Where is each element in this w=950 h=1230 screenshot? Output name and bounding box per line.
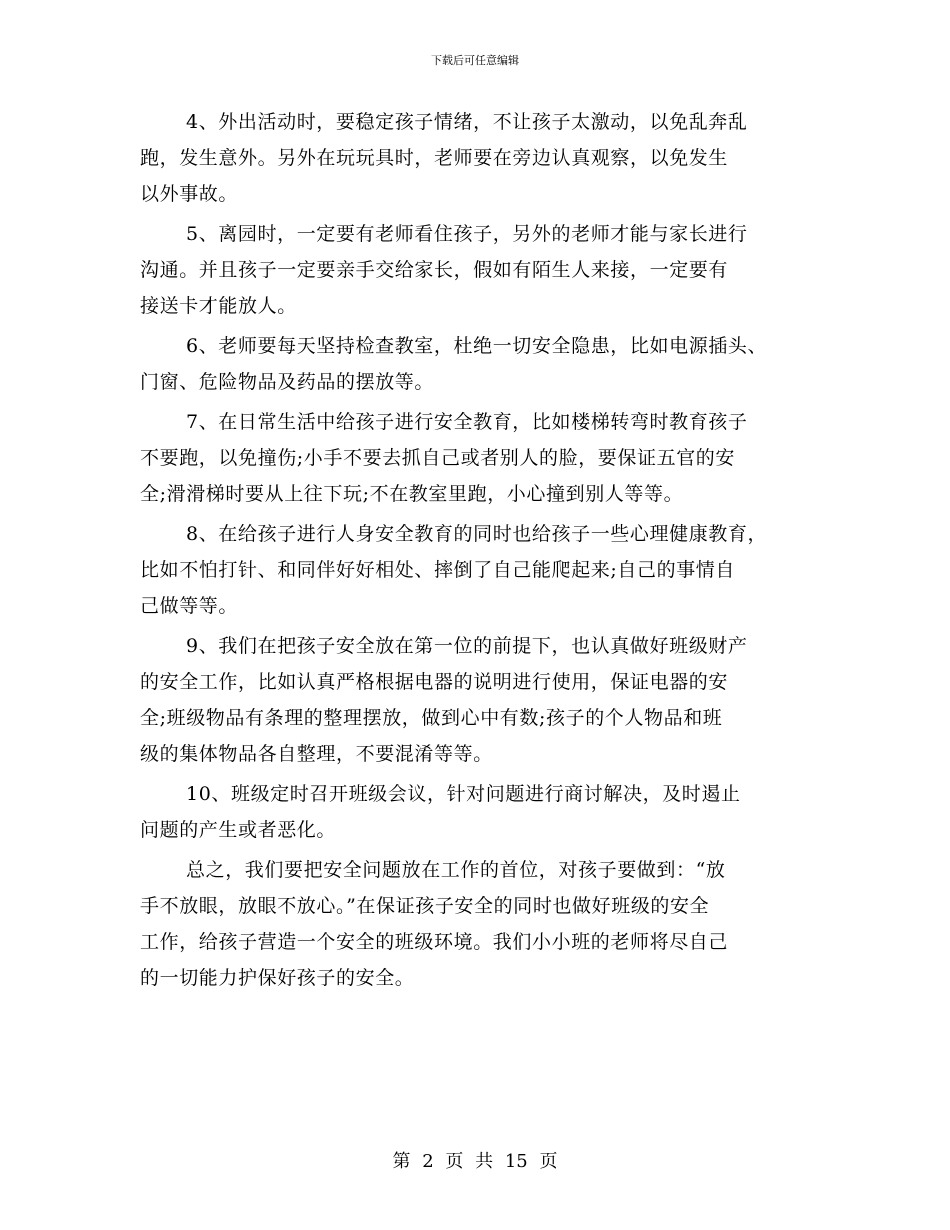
text-line: 接送卡才能放人。 [140,295,297,317]
text-line: 9、我们在把孩子安全放在第一位的前提下，也认真做好班级财产 [186,635,748,657]
page-header: 下载后可任意编辑 [431,54,519,67]
text-line: 6、老师要每天坚持检查教室，杜绝一切安全隐患，比如电源插头、 [186,335,768,357]
text-line: 级的集体物品各自整理，不要混淆等等。 [140,743,493,765]
text-line: 10、班级定时召开班级会议，针对问题进行商讨解决，及时遏止 [186,783,741,805]
paragraph-item-10 [140,776,830,848]
text-line: 己做等等。 [140,595,239,617]
paragraph-item-6 [140,328,830,400]
text-line: 不要跑，以免撞伤;小手不要去抓自己或者别人的脸，要保证五官的安 [140,447,736,469]
paragraph-item-4 [140,104,830,212]
text-line: 比如不怕打针、和同伴好好相处、摔倒了自己能爬起来;自己的事情自 [140,559,736,581]
text-line: 门窗、危险物品及药品的摆放等。 [140,371,435,393]
text-line: 的安全工作，比如认真严格根据电器的说明进行使用，保证电器的安 [140,671,729,693]
paragraph-summary [140,852,830,996]
paragraph-item-9 [140,628,830,772]
text-line: 的一切能力护保好孩子的安全。 [140,967,415,989]
page-number: 第 2 页 共 15 页 [392,1151,558,1172]
text-line: 跑，发生意外。另外在玩玩具时，老师要在旁边认真观察，以免发生 [140,147,729,169]
paragraph-item-8 [140,516,830,624]
text-line: 以外事故。 [140,183,239,205]
text-line: 5、离园时，一定要有老师看住孩子，另外的老师才能与家长进行 [186,223,748,245]
text-line: 问题的产生或者恶化。 [140,819,337,841]
paragraph-item-7 [140,404,830,512]
text-line: 4、外出活动时，要稳定孩子情绪，不让孩子太激动，以免乱奔乱 [186,111,748,133]
text-line: 工作，给孩子营造一个安全的班级环境。我们小小班的老师将尽自己 [140,931,729,953]
text-line: 8、在给孩子进行人身安全教育的同时也给孩子一些心理健康教育， [186,523,768,545]
text-line: 总之，我们要把安全问题放在工作的首位，对孩子要做到：“放 [186,859,726,881]
text-line: 全;班级物品有条理的整理摆放，做到心中有数;孩子的个人物品和班 [140,707,723,729]
text-line: 沟通。并且孩子一定要亲手交给家长，假如有陌生人来接，一定要有 [140,259,729,281]
paragraph-item-5 [140,216,830,324]
text-line: 7、在日常生活中给孩子进行安全教育，比如楼梯转弯时教育孩子 [186,411,748,433]
document-body [140,104,830,1000]
text-line: 手不放眼，放眼不放心。”在保证孩子安全的同时也做好班级的安全 [140,895,710,917]
text-line: 全;滑滑梯时要从上往下玩;不在教室里跑，小心撞到别人等等。 [140,483,684,505]
